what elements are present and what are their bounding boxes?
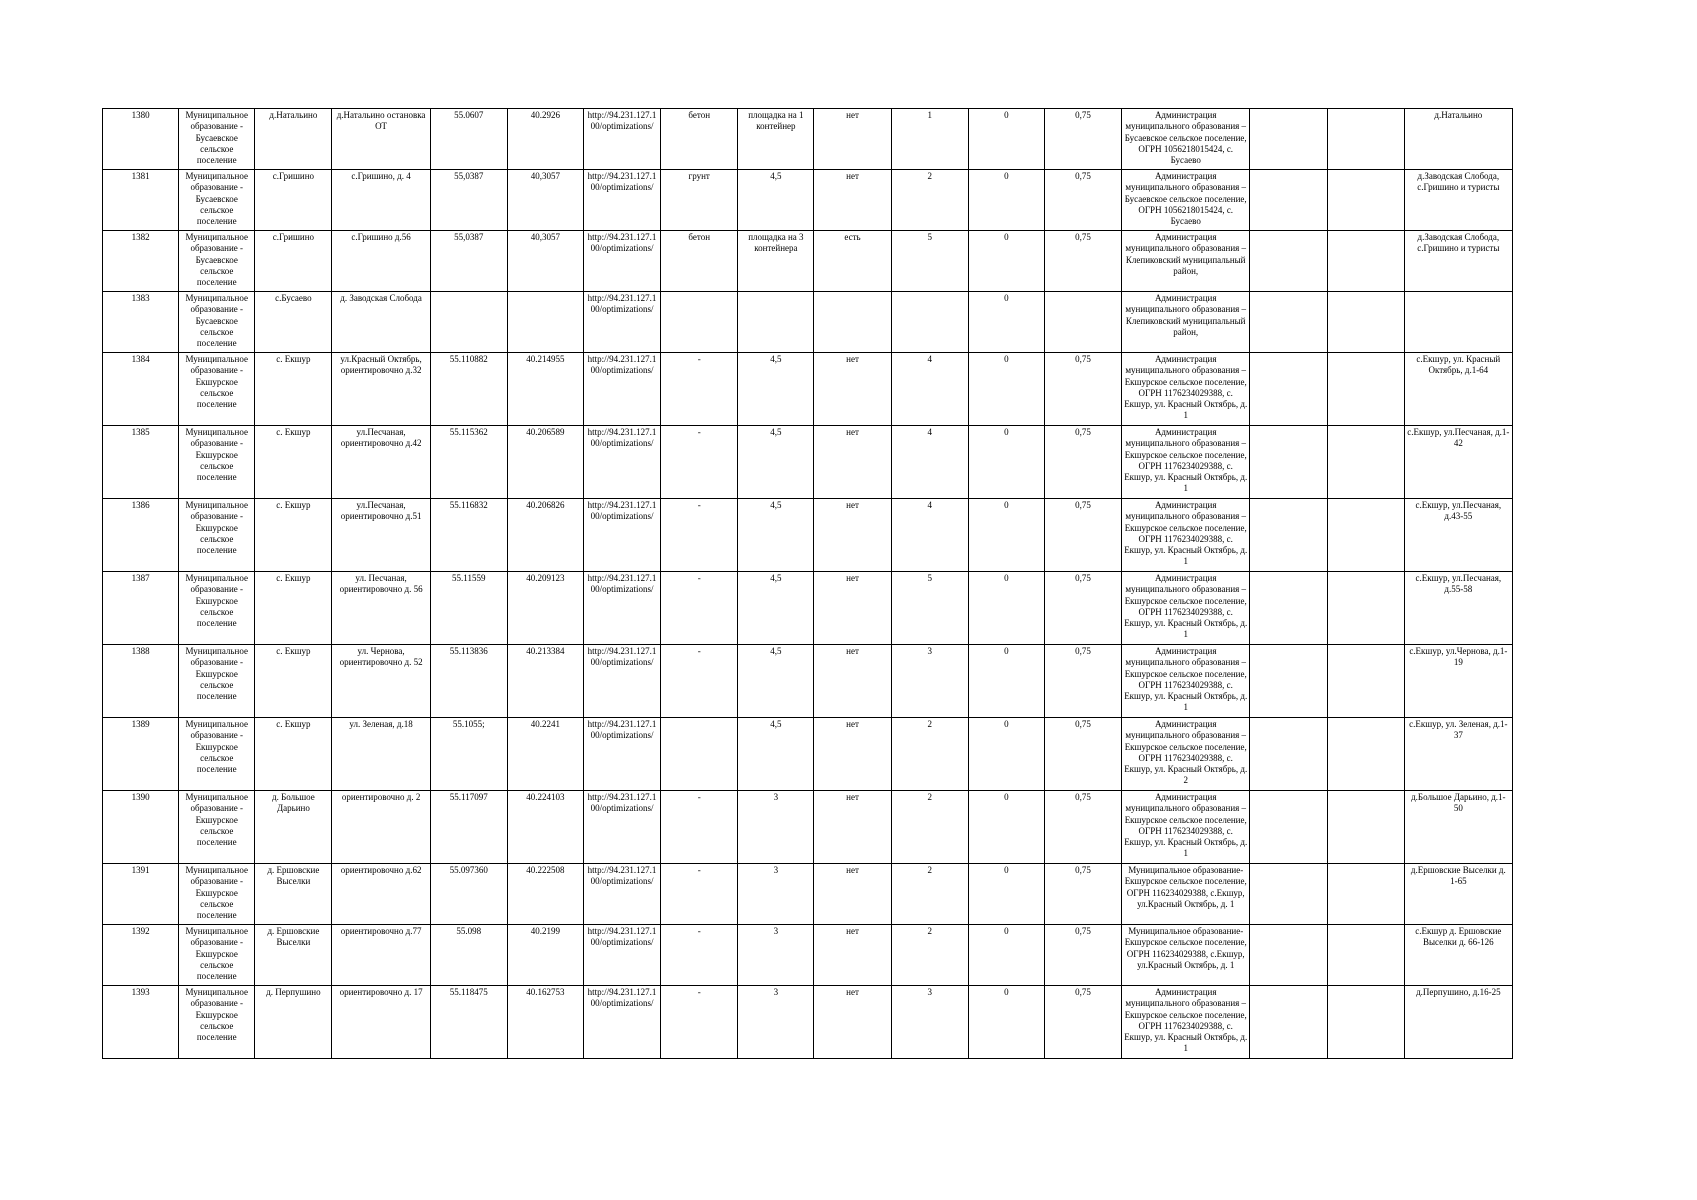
cell-canopy: нет xyxy=(814,925,891,986)
cell-containers: 3 xyxy=(891,986,968,1059)
cell-owner: Администрация муниципального образования – Клепиковский муниципальный район, xyxy=(1122,292,1250,353)
cell-area: 3 xyxy=(738,864,814,925)
cell-address: д.Натальино остановка ОТ xyxy=(332,109,430,170)
cell-c16 xyxy=(1327,925,1404,986)
cell-address: ориентировочно д. 17 xyxy=(332,986,430,1059)
cell-municipality: Муниципальное образование - Екшурское сельское поселение xyxy=(179,925,255,986)
cell-c15 xyxy=(1250,231,1327,292)
cell-bunker: 0 xyxy=(968,925,1044,986)
cell-containers: 1 xyxy=(891,109,968,170)
cell-id: 1390 xyxy=(103,791,179,864)
cell-c16 xyxy=(1327,864,1404,925)
cell-latitude: 55.117097 xyxy=(430,791,507,864)
cell-map-link[interactable]: http://94.231.127.100/optimizations/ xyxy=(583,109,660,170)
table-row xyxy=(103,645,1513,718)
cell-surface: бетон xyxy=(661,231,738,292)
cell-municipality: Муниципальное образование - Бусаевское сельское поселение xyxy=(179,231,255,292)
cell-containers: 2 xyxy=(891,864,968,925)
cell-latitude: 55,0387 xyxy=(430,170,507,231)
cell-settlement: с. Екшур xyxy=(255,572,332,645)
cell-map-link[interactable]: http://94.231.127.100/optimizations/ xyxy=(583,170,660,231)
cell-bunker: 0 xyxy=(968,718,1044,791)
cell-bunker: 0 xyxy=(968,353,1044,426)
cell-longitude: 40.222508 xyxy=(507,864,583,925)
table-row xyxy=(103,925,1513,986)
cell-area: 4,5 xyxy=(738,426,814,499)
cell-surface xyxy=(661,292,738,353)
cell-bunker: 0 xyxy=(968,170,1044,231)
cell-served: с.Екшур д. Ершовские Выселки д. 66-126 xyxy=(1404,925,1512,986)
cell-area: 4,5 xyxy=(738,353,814,426)
cell-surface: - xyxy=(661,572,738,645)
cell-longitude xyxy=(507,292,583,353)
cell-longitude: 40.213384 xyxy=(507,645,583,718)
cell-address: ул. Песчаная, ориентировочно д. 56 xyxy=(332,572,430,645)
cell-latitude: 55.098 xyxy=(430,925,507,986)
cell-served: д.Перпушино, д.16-25 xyxy=(1404,986,1512,1059)
cell-address: ул.Песчаная, ориентировочно д.51 xyxy=(332,499,430,572)
cell-id: 1381 xyxy=(103,170,179,231)
cell-latitude: 55.113836 xyxy=(430,645,507,718)
cell-bunker: 0 xyxy=(968,292,1044,353)
cell-containers: 2 xyxy=(891,170,968,231)
cell-volume: 0,75 xyxy=(1044,353,1121,426)
table-row xyxy=(103,170,1513,231)
cell-owner: Администрация муниципального образования – Екшурское сельское поселение, ОГРН 1176234029388, с. Екшур, ул. Красный Октябрь, д. 1 xyxy=(1122,572,1250,645)
cell-served: д.Заводская Слобода, с.Гришино и туристы xyxy=(1404,231,1512,292)
cell-canopy: нет xyxy=(814,864,891,925)
cell-latitude: 55,0387 xyxy=(430,231,507,292)
cell-c16 xyxy=(1327,645,1404,718)
cell-c16 xyxy=(1327,231,1404,292)
cell-containers: 2 xyxy=(891,718,968,791)
cell-area: 4,5 xyxy=(738,170,814,231)
cell-bunker: 0 xyxy=(968,499,1044,572)
cell-area: 4,5 xyxy=(738,572,814,645)
cell-address: ориентировочно д.77 xyxy=(332,925,430,986)
cell-surface: - xyxy=(661,925,738,986)
cell-served: с.Екшур, ул. Зеленая, д.1-37 xyxy=(1404,718,1512,791)
cell-latitude: 55.1055; xyxy=(430,718,507,791)
cell-longitude: 40.2926 xyxy=(507,109,583,170)
cell-owner: Администрация муниципального образования – Екшурское сельское поселение, ОГРН 1176234029388, с. Екшур, ул. Красный Октябрь, д. 1 xyxy=(1122,986,1250,1059)
cell-municipality: Муниципальное образование - Бусаевское сельское поселение xyxy=(179,109,255,170)
cell-longitude: 40.214955 xyxy=(507,353,583,426)
cell-c16 xyxy=(1327,718,1404,791)
cell-latitude: 55.115362 xyxy=(430,426,507,499)
cell-settlement: с.Гришино xyxy=(255,231,332,292)
cell-c15 xyxy=(1250,109,1327,170)
cell-id: 1385 xyxy=(103,426,179,499)
cell-settlement: д. Ершовские Выселки xyxy=(255,925,332,986)
cell-owner: Муниципальное образование-Екшурское сельское поселение, ОГРН 116234029388, с.Екшур, ул.Красный Октябрь, д. 1 xyxy=(1122,925,1250,986)
cell-map-link[interactable]: http://94.231.127.100/optimizations/ xyxy=(583,925,660,986)
cell-c16 xyxy=(1327,426,1404,499)
cell-volume: 0,75 xyxy=(1044,645,1121,718)
table-row xyxy=(103,572,1513,645)
cell-latitude: 55.118475 xyxy=(430,986,507,1059)
cell-served: с.Екшур, ул.Чернова, д.1-19 xyxy=(1404,645,1512,718)
cell-c16 xyxy=(1327,791,1404,864)
cell-volume: 0,75 xyxy=(1044,572,1121,645)
cell-c15 xyxy=(1250,353,1327,426)
table-row xyxy=(103,292,1513,353)
cell-c16 xyxy=(1327,499,1404,572)
cell-longitude: 40.206826 xyxy=(507,499,583,572)
cell-id: 1391 xyxy=(103,864,179,925)
cell-volume: 0,75 xyxy=(1044,499,1121,572)
cell-id: 1393 xyxy=(103,986,179,1059)
cell-canopy: нет xyxy=(814,170,891,231)
cell-containers xyxy=(891,292,968,353)
cell-surface: грунт xyxy=(661,170,738,231)
cell-owner: Администрация муниципального образования – Бусаевское сельское поселение, ОГРН 1056218015424, с. Бусаево xyxy=(1122,109,1250,170)
cell-municipality: Муниципальное образование - Екшурское сельское поселение xyxy=(179,791,255,864)
cell-municipality: Муниципальное образование - Екшурское сельское поселение xyxy=(179,572,255,645)
cell-municipality: Муниципальное образование - Екшурское сельское поселение xyxy=(179,986,255,1059)
cell-map-link[interactable]: http://94.231.127.100/optimizations/ xyxy=(583,292,660,353)
cell-owner: Администрация муниципального образования – Екшурское сельское поселение, ОГРН 1176234029388, с. Екшур, ул. Красный Октябрь, д. 2 xyxy=(1122,718,1250,791)
cell-address: ул. Чернова, ориентировочно д. 52 xyxy=(332,645,430,718)
cell-map-link[interactable]: http://94.231.127.100/optimizations/ xyxy=(583,864,660,925)
cell-latitude: 55.110882 xyxy=(430,353,507,426)
cell-c16 xyxy=(1327,986,1404,1059)
cell-owner: Администрация муниципального образования – Клепиковский муниципальный район, xyxy=(1122,231,1250,292)
cell-settlement: с. Екшур xyxy=(255,353,332,426)
cell-c15 xyxy=(1250,170,1327,231)
cell-id: 1386 xyxy=(103,499,179,572)
cell-served: д.Заводская Слобода, с.Гришино и туристы xyxy=(1404,170,1512,231)
cell-surface: - xyxy=(661,353,738,426)
cell-c16 xyxy=(1327,353,1404,426)
cell-municipality: Муниципальное образование - Екшурское сельское поселение xyxy=(179,426,255,499)
table-row xyxy=(103,426,1513,499)
cell-address: д. Заводская Слобода xyxy=(332,292,430,353)
cell-served: с.Екшур, ул. Красный Октябрь, д.1-64 xyxy=(1404,353,1512,426)
cell-settlement: д. Ершовские Выселки xyxy=(255,864,332,925)
cell-id: 1392 xyxy=(103,925,179,986)
cell-area: 4,5 xyxy=(738,718,814,791)
cell-map-link[interactable]: http://94.231.127.100/optimizations/ xyxy=(583,426,660,499)
cell-surface: - xyxy=(661,499,738,572)
cell-owner: Администрация муниципального образования – Екшурское сельское поселение, ОГРН 1176234029388, с. Екшур, ул. Красный Октябрь, д. 1 xyxy=(1122,353,1250,426)
cell-canopy: нет xyxy=(814,353,891,426)
cell-served: с.Екшур, ул.Песчаная, д.55-58 xyxy=(1404,572,1512,645)
cell-longitude: 40.206589 xyxy=(507,426,583,499)
cell-canopy: нет xyxy=(814,791,891,864)
cell-longitude: 40.224103 xyxy=(507,791,583,864)
cell-surface: - xyxy=(661,426,738,499)
cell-volume: 0,75 xyxy=(1044,718,1121,791)
cell-surface: - xyxy=(661,986,738,1059)
cell-address: ул.Красный Октябрь, ориентировочно д.32 xyxy=(332,353,430,426)
cell-bunker: 0 xyxy=(968,864,1044,925)
cell-address: ул.Песчаная, ориентировочно д.42 xyxy=(332,426,430,499)
cell-id: 1389 xyxy=(103,718,179,791)
cell-owner: Администрация муниципального образования – Екшурское сельское поселение, ОГРН 1176234029388, с. Екшур, ул. Красный Октябрь, д. 1 xyxy=(1122,426,1250,499)
cell-latitude: 55.116832 xyxy=(430,499,507,572)
cell-longitude: 40.162753 xyxy=(507,986,583,1059)
cell-c15 xyxy=(1250,426,1327,499)
cell-c15 xyxy=(1250,572,1327,645)
cell-canopy: нет xyxy=(814,499,891,572)
cell-id: 1383 xyxy=(103,292,179,353)
cell-containers: 4 xyxy=(891,353,968,426)
cell-latitude: 55.097360 xyxy=(430,864,507,925)
cell-municipality: Муниципальное образование - Екшурское сельское поселение xyxy=(179,864,255,925)
cell-c15 xyxy=(1250,499,1327,572)
cell-served: д.Натальино xyxy=(1404,109,1512,170)
table-row xyxy=(103,791,1513,864)
cell-containers: 5 xyxy=(891,231,968,292)
cell-area: 3 xyxy=(738,986,814,1059)
cell-bunker: 0 xyxy=(968,645,1044,718)
cell-map-link[interactable]: http://94.231.127.100/optimizations/ xyxy=(583,986,660,1059)
cell-address: ориентировочно д.62 xyxy=(332,864,430,925)
cell-settlement: с.Бусаево xyxy=(255,292,332,353)
cell-bunker: 0 xyxy=(968,231,1044,292)
cell-surface: - xyxy=(661,864,738,925)
cell-canopy: нет xyxy=(814,109,891,170)
cell-longitude: 40.2199 xyxy=(507,925,583,986)
cell-municipality: Муниципальное образование - Екшурское сельское поселение xyxy=(179,645,255,718)
cell-municipality: Муниципальное образование - Екшурское сельское поселение xyxy=(179,353,255,426)
cell-municipality: Муниципальное образование - Бусаевское сельское поселение xyxy=(179,292,255,353)
cell-surface: бетон xyxy=(661,109,738,170)
cell-c15 xyxy=(1250,864,1327,925)
cell-surface: - xyxy=(661,645,738,718)
cell-municipality: Муниципальное образование - Екшурское сельское поселение xyxy=(179,718,255,791)
cell-longitude: 40.2241 xyxy=(507,718,583,791)
cell-latitude: 55.11559 xyxy=(430,572,507,645)
cell-surface xyxy=(661,718,738,791)
table-row xyxy=(103,986,1513,1059)
cell-containers: 3 xyxy=(891,645,968,718)
cell-volume xyxy=(1044,292,1121,353)
cell-canopy: нет xyxy=(814,718,891,791)
table-row xyxy=(103,499,1513,572)
cell-settlement: д. Перпушино xyxy=(255,986,332,1059)
cell-containers: 5 xyxy=(891,572,968,645)
cell-containers: 2 xyxy=(891,791,968,864)
cell-volume: 0,75 xyxy=(1044,791,1121,864)
cell-bunker: 0 xyxy=(968,109,1044,170)
cell-volume: 0,75 xyxy=(1044,864,1121,925)
cell-municipality: Муниципальное образование - Бусаевское сельское поселение xyxy=(179,170,255,231)
cell-settlement: д. Большое Дарьино xyxy=(255,791,332,864)
cell-containers: 4 xyxy=(891,426,968,499)
cell-municipality: Муниципальное образование - Екшурское сельское поселение xyxy=(179,499,255,572)
cell-volume: 0,75 xyxy=(1044,426,1121,499)
cell-area: 3 xyxy=(738,925,814,986)
cell-owner: Администрация муниципального образования – Екшурское сельское поселение, ОГРН 1176234029388, с. Екшур, ул. Красный Октябрь, д. 1 xyxy=(1122,791,1250,864)
cell-volume: 0,75 xyxy=(1044,170,1121,231)
cell-settlement: с.Гришино xyxy=(255,170,332,231)
cell-map-link[interactable]: http://94.231.127.100/optimizations/ xyxy=(583,718,660,791)
cell-settlement: с. Екшур xyxy=(255,645,332,718)
table-row xyxy=(103,231,1513,292)
cell-area xyxy=(738,292,814,353)
table-row xyxy=(103,864,1513,925)
cell-map-link[interactable]: http://94.231.127.100/optimizations/ xyxy=(583,572,660,645)
cell-area: площадка на 3 контейнера xyxy=(738,231,814,292)
table-body xyxy=(103,109,1513,1059)
cell-map-link[interactable]: http://94.231.127.100/optimizations/ xyxy=(583,645,660,718)
cell-settlement: с. Екшур xyxy=(255,718,332,791)
cell-served: с.Екшур, ул.Песчаная, д.43-55 xyxy=(1404,499,1512,572)
cell-c15 xyxy=(1250,986,1327,1059)
container-sites-table xyxy=(102,108,1513,1059)
cell-settlement: с. Екшур xyxy=(255,499,332,572)
cell-map-link[interactable]: http://94.231.127.100/optimizations/ xyxy=(583,231,660,292)
cell-canopy: нет xyxy=(814,645,891,718)
cell-map-link[interactable]: http://94.231.127.100/optimizations/ xyxy=(583,353,660,426)
cell-area: 4,5 xyxy=(738,645,814,718)
cell-id: 1380 xyxy=(103,109,179,170)
cell-canopy: нет xyxy=(814,572,891,645)
cell-id: 1382 xyxy=(103,231,179,292)
cell-c15 xyxy=(1250,292,1327,353)
cell-bunker: 0 xyxy=(968,572,1044,645)
cell-c16 xyxy=(1327,292,1404,353)
cell-canopy xyxy=(814,292,891,353)
cell-canopy: нет xyxy=(814,986,891,1059)
cell-longitude: 40.209123 xyxy=(507,572,583,645)
cell-c15 xyxy=(1250,645,1327,718)
cell-volume: 0,75 xyxy=(1044,231,1121,292)
cell-served: с.Екшур, ул.Песчаная, д.1-42 xyxy=(1404,426,1512,499)
cell-map-link[interactable]: http://94.231.127.100/optimizations/ xyxy=(583,791,660,864)
cell-address: с.Гришино, д. 4 xyxy=(332,170,430,231)
table-row xyxy=(103,109,1513,170)
cell-c15 xyxy=(1250,718,1327,791)
cell-served: д.Большое Дарьино, д.1-50 xyxy=(1404,791,1512,864)
cell-map-link[interactable]: http://94.231.127.100/optimizations/ xyxy=(583,499,660,572)
cell-id: 1387 xyxy=(103,572,179,645)
cell-longitude: 40,3057 xyxy=(507,231,583,292)
table-row xyxy=(103,353,1513,426)
cell-surface: - xyxy=(661,791,738,864)
cell-owner: Администрация муниципального образования – Екшурское сельское поселение, ОГРН 1176234029388, с. Екшур, ул. Красный Октябрь, д. 1 xyxy=(1122,499,1250,572)
cell-settlement: д.Натальино xyxy=(255,109,332,170)
cell-address: ул. Зеленая, д.18 xyxy=(332,718,430,791)
cell-volume: 0,75 xyxy=(1044,925,1121,986)
cell-area: 3 xyxy=(738,791,814,864)
cell-canopy: есть xyxy=(814,231,891,292)
cell-c16 xyxy=(1327,572,1404,645)
cell-area: 4,5 xyxy=(738,499,814,572)
table-row xyxy=(103,718,1513,791)
cell-c15 xyxy=(1250,791,1327,864)
cell-served: д.Ершовские Выселки д. 1-65 xyxy=(1404,864,1512,925)
cell-c16 xyxy=(1327,109,1404,170)
cell-containers: 4 xyxy=(891,499,968,572)
cell-owner: Администрация муниципального образования – Бусаевское сельское поселение, ОГРН 1056218015424, с. Бусаево xyxy=(1122,170,1250,231)
cell-owner: Муниципальное образование-Екшурское сельское поселение, ОГРН 116234029388, с.Екшур, ул.Красный Октябрь, д. 1 xyxy=(1122,864,1250,925)
cell-address: с.Гришино д.56 xyxy=(332,231,430,292)
cell-area: площадка на 1 контейнер xyxy=(738,109,814,170)
cell-volume: 0,75 xyxy=(1044,109,1121,170)
cell-longitude: 40,3057 xyxy=(507,170,583,231)
cell-served xyxy=(1404,292,1512,353)
cell-c15 xyxy=(1250,925,1327,986)
cell-id: 1388 xyxy=(103,645,179,718)
cell-bunker: 0 xyxy=(968,426,1044,499)
cell-bunker: 0 xyxy=(968,986,1044,1059)
cell-canopy: нет xyxy=(814,426,891,499)
cell-owner: Администрация муниципального образования – Екшурское сельское поселение, ОГРН 1176234029388, с. Екшур, ул. Красный Октябрь, д. 1 xyxy=(1122,645,1250,718)
cell-bunker: 0 xyxy=(968,791,1044,864)
cell-volume: 0,75 xyxy=(1044,986,1121,1059)
cell-settlement: с. Екшур xyxy=(255,426,332,499)
cell-containers: 2 xyxy=(891,925,968,986)
cell-id: 1384 xyxy=(103,353,179,426)
cell-latitude: 55.0607 xyxy=(430,109,507,170)
cell-address: ориентировочно д. 2 xyxy=(332,791,430,864)
cell-latitude xyxy=(430,292,507,353)
cell-c16 xyxy=(1327,170,1404,231)
